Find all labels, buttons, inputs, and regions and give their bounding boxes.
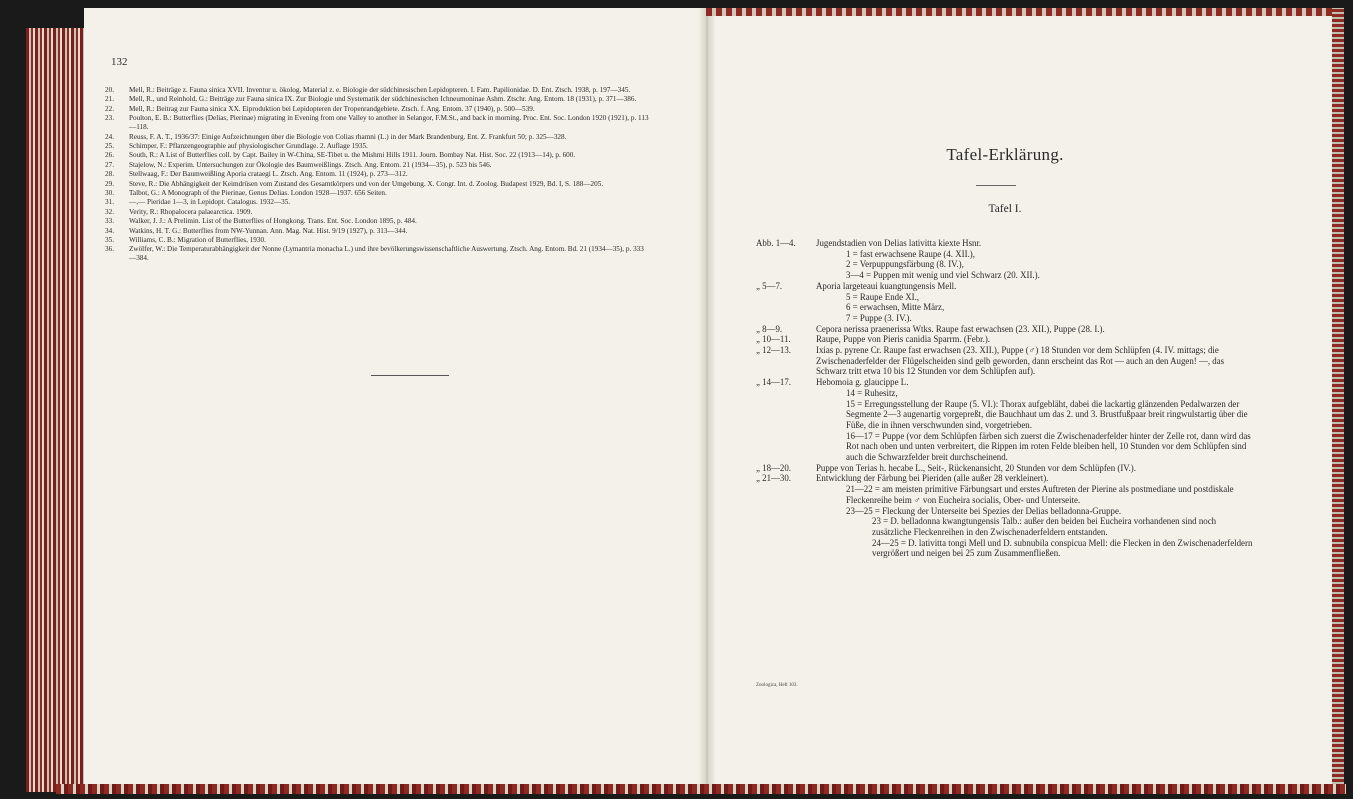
- plate-title: Tafel I.: [988, 203, 1022, 215]
- figure-description: Aporia largeteaui kuangtungensis Mell.: [816, 280, 957, 291]
- figure-description: Puppe von Terias h. hecabe L., Seit-, Rückenansicht, 20 Stunden vor dem Schlüpfen (IV.).: [816, 462, 1136, 473]
- reference-number: 33.: [105, 217, 114, 226]
- reference-number: 20.: [105, 86, 114, 94]
- reference-text: Mell, R.: Beitrag zur Fauna sinica XX. Eiproduktion bei Lepidopteren der Tropenrandgebiete. Ztsch. f. Ang. Entom. 37 (1940), p. 500—539.: [129, 104, 535, 113]
- reference-text: Poulton, E. B.: Butterflies (Delias, Pierinae) migrating in Evening from one Valley to another in Selangor, F.M.St., and back in morning. Proc. Ent. Soc. London 1920 (1921), p. 113—118.: [129, 114, 649, 132]
- figure-description: Raupe, Puppe von Pieris canidia Sparrm. (Febr.).: [816, 334, 991, 345]
- figure-entry: [756, 345, 1256, 377]
- reference-item: [105, 142, 650, 151]
- reference-text: Steve, R.: Die Abhängigkeit der Keimdrüsen vom Zustand des Gesamtkörpers und von der Umgebung. X. Congr. Int. d. Zoolog. Budapest 1929, Bd. I, S. 188—205.: [129, 179, 604, 188]
- reference-text: Mell, R.: Beiträge z. Fauna sinica XVII. Inventur u. ökolog. Material z. e. Biologie der südchinesischen Lepidopteren. I. Fam. Papilionidae. D. Ent. Ztsch. 1938, p. 197—345.: [129, 86, 631, 94]
- reference-number: 34.: [105, 226, 114, 235]
- figure-label: „ 8—9.: [756, 323, 783, 334]
- figure-label: „ 12—13.: [756, 345, 792, 356]
- figure-subitem: 6 = erwachsen, Mitte März,: [846, 302, 945, 313]
- reference-text: Schimper, F.: Pflanzengeographie auf physiologischer Grundlage. 2. Auflage 1935.: [129, 142, 368, 151]
- reference-number: 25.: [105, 142, 114, 151]
- figure-entry: [756, 377, 1256, 388]
- page-edges-left: [26, 28, 88, 792]
- reference-text: Stellwaag, F.: Der Baumweißling Aporia crataegi L. Ztsch. Ang. Entom. 11 (1924), p. 273—312.: [129, 170, 408, 179]
- book-gutter: [698, 8, 716, 788]
- reference-item: [105, 161, 650, 170]
- reference-text: Mell, R., und Reinhold, G.: Beiträge zur Fauna sinica IX. Zur Biologie und Systematik der südchinesischen Ichneumoninae Ashm. Ztschr. Ang. Entom. 18 (1931), p. 371—386.: [129, 95, 637, 104]
- reference-text: Zwölfer, W.: Die Temperaturabhängigkeit der Nonne (Lymantria monacha L.) und ihre bevölkerungswissenschaftliche Auswertung. Ztsch. Ang. Entom. Bd. 21 (1934—35), p. 333—384.: [129, 245, 644, 263]
- figure-subitem-detail: 23 = D. belladonna kwangtungensis Talb.: außer den beiden bei Eucheira vorhandenen sind noch zusätzliche Fleckenreihen in den Zwischenaderfeldern entstanden.: [872, 516, 1217, 537]
- reference-number: 32.: [105, 207, 114, 216]
- reference-text: Williams, C. B.: Migration of Butterflies, 1930.: [129, 235, 266, 244]
- reference-item: [105, 86, 650, 95]
- page-title: Tafel-Erklärung.: [946, 145, 1064, 164]
- reference-item: [105, 189, 650, 198]
- reference-number: 24.: [105, 132, 114, 141]
- figure-subitem: 3—4 = Puppen mit wenig und viel Schwarz (20. XII.).: [846, 270, 1040, 281]
- reference-text: Reuss, F. A. T., 1936/37: Einige Aufzeichnungen über die Biologie von Colias rhamni (L.) in der Mark Brandenburg. Ent. Z. Frankfurt 50; p. 325—328.: [129, 132, 567, 141]
- reference-number: 36.: [105, 245, 114, 254]
- figure-entry: [756, 473, 1256, 484]
- reference-number: 29.: [105, 179, 114, 188]
- section-divider: [371, 375, 449, 376]
- reference-item: [105, 105, 650, 114]
- reference-item: [105, 198, 650, 207]
- figure-label: „ 10—11.: [756, 334, 791, 345]
- figure-entry: [756, 324, 1256, 335]
- reference-item: [105, 217, 650, 226]
- reference-item: [105, 227, 650, 236]
- reference-item: [105, 208, 650, 217]
- reference-text: —,— Pieridae 1—3, in Lepidopt. Catalogus. 1932—35.: [129, 198, 291, 207]
- reference-text: Watkins, H. T. G.: Butterflies from NW-Yunnan. Ann. Mag. Nat. Hist. 9/19 (1927), p. 313—344.: [129, 226, 408, 235]
- title-divider: [976, 185, 1016, 186]
- figure-entry: [756, 334, 1256, 345]
- reference-number: 22.: [105, 104, 114, 113]
- reference-text: South, R.: A List of Butterflies coll. by Capt. Bailey in W-China, SE-Tibet u. the Mishmi Hills 1911. Journ. Bombay Nat. Hist. Soc. 22 (1913—14), p. 600.: [129, 151, 576, 160]
- reference-item: [105, 95, 650, 104]
- reference-text: Talbot, G.: A Monograph of the Pierinae, Genus Delias. London 1928—1937. 656 Seiten.: [129, 189, 387, 197]
- figure-description: Entwicklung der Färbung bei Pieriden (alle außer 28 verkleinert).: [816, 473, 1049, 484]
- plate-explanation: [756, 238, 1256, 559]
- figure-entry: [756, 238, 1256, 249]
- figure-subitem: 21—22 = am meisten primitive Färbungsart und erstes Auftreten der Pierine als postmediane und postdiskale Fleckenreihe beim ♂ von Eucheira socialis, Ober- und Unterseite.: [846, 484, 1234, 505]
- figure-subitem-detail: 24—25 = D. lativitta tongi Mell und D. subnubila conspicua Mell: die Flecken in den Zwischenaderfeldern vergrößert und neigen bei 25 zum Zusammenfließen.: [872, 537, 1253, 559]
- figure-description: Ixias p. pyrene Cr. Raupe fast erwachsen (23. XII.), Puppe (♂) 18 Stunden vor dem Schlüpfen (4. IV. mittags; die Zwischenaderfelder der Flügelscheiden sind gelb geworden, dann erscheint das Rot — auch an den Augen! —, das Schwarz tritt etwa 10 bis 12 Stunden vor dem Schlüpfen auf).: [816, 345, 1225, 377]
- figure-subitem: 14 = Ruhesitz,: [846, 387, 898, 398]
- figure-entry: [756, 463, 1256, 474]
- reference-text: Stajelow, N.: Experim. Untersuchungen zur Ökologie des Baumweißlings. Ztsch. Ang. Entom. 21 (1934—35), p. 523 bis 546.: [129, 160, 492, 169]
- page-number: 132: [111, 56, 128, 68]
- reference-number: 30.: [105, 189, 114, 197]
- figure-subitem: 1 = fast erwachsene Raupe (4. XII.),: [846, 248, 975, 259]
- reference-number: 21.: [105, 95, 114, 104]
- reference-list: [105, 86, 650, 264]
- reference-item: [105, 245, 650, 263]
- figure-subitem: 5 = Raupe Ende XI.,: [846, 291, 920, 302]
- reference-number: 35.: [105, 235, 114, 244]
- figure-subitem: 2 = Verpuppungsfärbung (8. IV.),: [846, 259, 964, 270]
- reference-number: 31.: [105, 198, 114, 207]
- figure-subitem: 16—17 = Puppe (vor dem Schlüpfen färben sich zuerst die Zwischenaderfelder hinter der Zelle rot, dann wird das Rot nach oben und unten verbreitert, die Rippen im roten Felde bleiben hell, 10 Stunden vor dem Schlüpfen sind auch die Schwarzfelder breit durchscheinend.: [846, 430, 1251, 463]
- figure-label: „ 21—30.: [756, 473, 792, 484]
- figure-subitem: 23—25 = Fleckung der Unterseite bei Spezies der Delias belladonna-Gruppe.: [846, 505, 1122, 516]
- figure-description: Jugendstadien von Delias lativitta kiexte Hsnr.: [816, 238, 982, 248]
- page-edges-right: [1332, 8, 1344, 792]
- figure-label: „ 5—7.: [756, 280, 783, 291]
- reference-item: [105, 170, 650, 179]
- figure-subitem: 7 = Puppe (3. IV.).: [846, 312, 912, 323]
- figure-label: „ 14—17.: [756, 377, 792, 388]
- reference-text: Verity, R.: Rhopalocera palaearctica. 1909.: [129, 207, 253, 216]
- reference-item: [105, 114, 650, 132]
- figure-subitem: 15 = Erregungsstellung der Raupe (5. VI.): Thorax aufgebläht, dabei die lackartig glänzenden Pedalwarzen der Segmente 2—3 augenartig vorgepreßt, die Bauchhaut um das 2. und 3. Brustfußpaar breit ringwulstartig über die Füße, die in ihnen verschwunden sind, vorgetrieben.: [846, 398, 1248, 430]
- page-edges-bottom: [56, 784, 1346, 794]
- figure-description: Hebomoia g. glaucippe L.: [816, 377, 909, 388]
- reference-text: Walker, J. J.: A Prelimin. List of the Butterflies of Hongkong. Trans. Ent. Soc. London 1895, p. 484.: [129, 217, 417, 226]
- figure-entry: [756, 281, 1256, 292]
- reference-item: [105, 236, 650, 245]
- reference-number: 27.: [105, 160, 114, 169]
- reference-number: 26.: [105, 151, 114, 160]
- reference-item: [105, 151, 650, 160]
- figure-label: „ 18—20.: [756, 462, 792, 473]
- reference-item: [105, 133, 650, 142]
- reference-number: 28.: [105, 170, 114, 179]
- footer-note: Zoologica, Heft 103.: [756, 683, 798, 688]
- page-edges-top: [706, 8, 1332, 16]
- figure-description: Cepora nerissa praenerissa Wtks. Raupe fast erwachsen (23. XII.), Puppe (28. I.).: [816, 323, 1105, 334]
- reference-item: [105, 180, 650, 189]
- reference-number: 23.: [105, 114, 114, 123]
- figure-label: Abb. 1—4.: [756, 238, 796, 248]
